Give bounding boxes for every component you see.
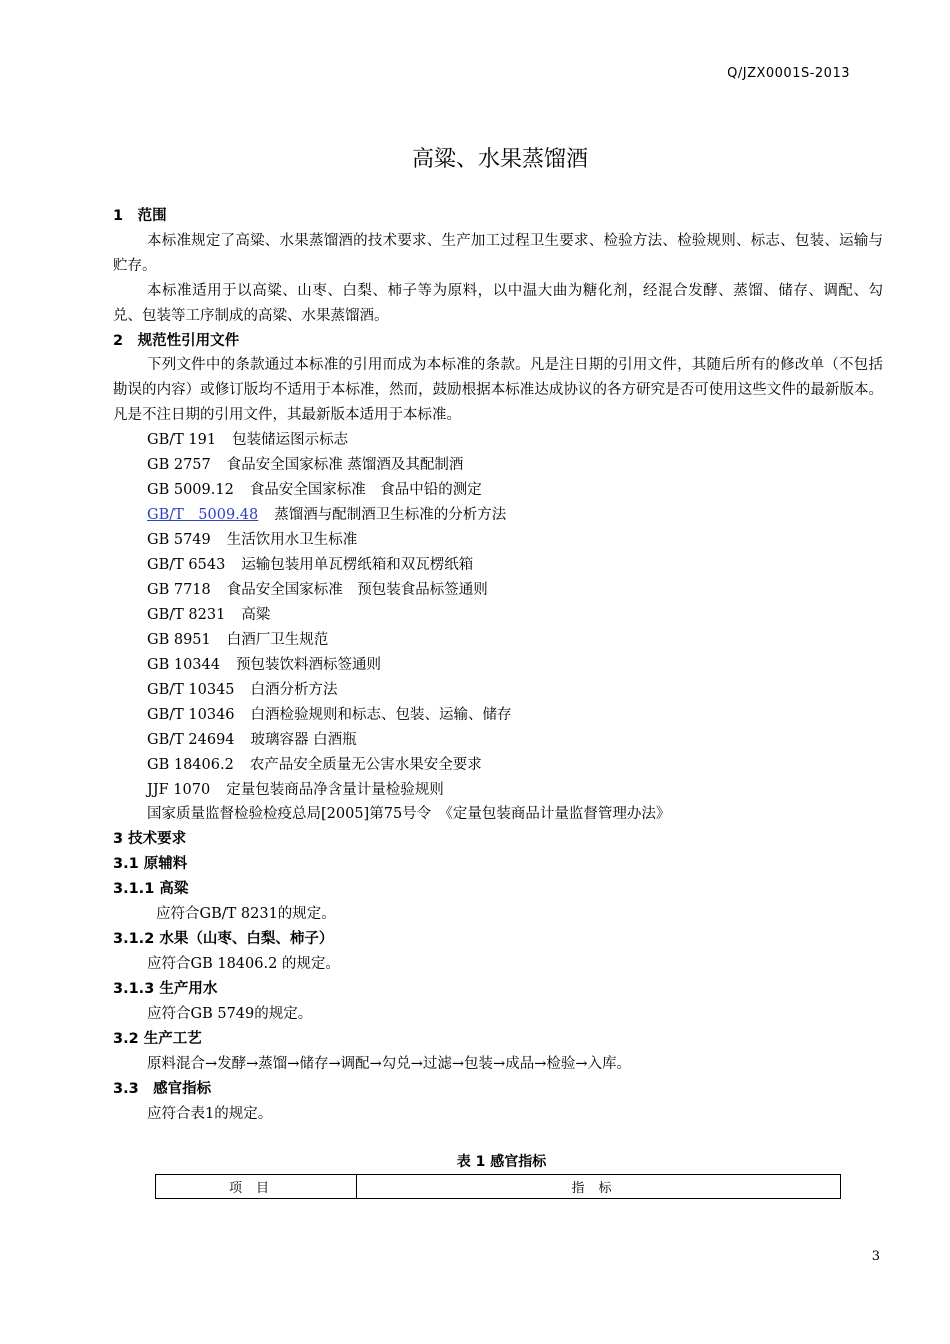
section-2-heading: 2 规范性引用文件 bbox=[113, 333, 240, 349]
reference-code: GB/T 8231 bbox=[147, 607, 226, 623]
page-number: 3 bbox=[871, 1249, 880, 1264]
section-3-1-1-text: 应符合GB/T 8231的规定。 bbox=[156, 906, 336, 922]
reference-title: 食品安全国家标准 预包装食品标签通则 bbox=[226, 582, 488, 598]
decree-reference: 国家质量监督检验检疫总局[2005]第75号令 《定量包装商品计量监督管理办法》 bbox=[147, 806, 671, 822]
reference-title: 蒸馏酒与配制酒卫生标准的分析方法 bbox=[274, 507, 507, 523]
reference-item bbox=[147, 478, 482, 499]
section-3-2-text: 原料混合→发酵→蒸馏→储存→调配→勾兑→过滤→包装→成品→检验→入库。 bbox=[147, 1056, 631, 1072]
section-1-heading: 1 范围 bbox=[113, 208, 167, 224]
reference-code: GB/T 10346 bbox=[147, 707, 235, 723]
reference-item bbox=[147, 653, 381, 674]
table-header-index: 指标 bbox=[357, 1175, 841, 1199]
section-3-3-text: 应符合表1的规定。 bbox=[147, 1106, 273, 1122]
reference-title: 包装储运图示标志 bbox=[232, 432, 349, 448]
reference-title: 玻璃容器 白酒瓶 bbox=[250, 732, 357, 748]
reference-title: 运输包装用单瓦楞纸箱和双瓦楞纸箱 bbox=[241, 557, 474, 573]
reference-item bbox=[147, 678, 338, 699]
reference-title: 白酒厂卫生规范 bbox=[226, 632, 329, 648]
reference-item[interactable] bbox=[147, 503, 506, 524]
reference-item bbox=[147, 728, 357, 749]
section-3-3-heading: 3.3 感官指标 bbox=[113, 1081, 212, 1097]
reference-title: 白酒检验规则和标志、包装、运输、储存 bbox=[250, 707, 512, 723]
section-3-2-heading: 3.2 生产工艺 bbox=[113, 1031, 202, 1047]
section-1-paragraph-2: 本标准适用于以高粱、山枣、白梨、柿子等为原料，以中温大曲为糖化剂，经混合发酵、蒸馏、储存、调配、勾兑、包装等工序制成的高粱、水果蒸馏酒。 bbox=[113, 283, 883, 324]
reference-item bbox=[147, 528, 357, 549]
reference-title: 食品安全国家标准 蒸馏酒及其配制酒 bbox=[226, 457, 464, 473]
section-3-1-2-text: 应符合GB 18406.2 的规定。 bbox=[147, 956, 340, 972]
reference-code: GB 8951 bbox=[147, 632, 211, 648]
section-3-1-2-heading: 3.1.2 水果（山枣、白梨、柿子） bbox=[113, 931, 334, 947]
reference-item bbox=[147, 703, 512, 724]
reference-item bbox=[147, 778, 444, 799]
section-3-1-3-heading: 3.1.3 生产用水 bbox=[113, 981, 218, 997]
section-3-1-3-text: 应符合GB 5749的规定。 bbox=[147, 1006, 313, 1022]
section-3-1-1-heading: 3.1.1 高粱 bbox=[113, 881, 189, 897]
reference-title: 高粱 bbox=[241, 607, 271, 623]
reference-code: GB 5009.12 bbox=[147, 482, 234, 498]
section-3-heading: 3 技术要求 bbox=[113, 831, 187, 847]
section-2-paragraph: 下列文件中的条款通过本标准的引用而成为本标准的条款。凡是注日期的引用文件，其随后所有的修改单（不包括勘误的内容）或修订版均不适用于本标准，然而，鼓励根据本标准达成协议的各方研究是否可使用这些文件的最新版本。凡是不注日期的引用文件，其最新版本适用于本标准。 bbox=[113, 357, 883, 423]
document-number: Q/JZX0001S-2013 bbox=[727, 66, 850, 81]
table-header-item: 项目 bbox=[156, 1175, 357, 1199]
reference-code: GB/T 24694 bbox=[147, 732, 235, 748]
section-3-1-heading: 3.1 原辅料 bbox=[113, 856, 188, 872]
reference-item bbox=[147, 553, 473, 574]
reference-code: GB 10344 bbox=[147, 657, 220, 673]
section-1-paragraph-1: 本标准规定了高粱、水果蒸馏酒的技术要求、生产加工过程卫生要求、检验方法、检验规则、标志、包装、运输与贮存。 bbox=[113, 233, 883, 274]
reference-title: 农产品安全质量无公害水果安全要求 bbox=[249, 757, 482, 773]
reference-code: GB 7718 bbox=[147, 582, 211, 598]
reference-code: GB/T 6543 bbox=[147, 557, 226, 573]
table-1-caption: 表 1 感官指标 bbox=[456, 1154, 547, 1170]
reference-title: 白酒分析方法 bbox=[250, 682, 338, 698]
reference-item bbox=[147, 603, 270, 624]
reference-code[interactable]: GB/T 5009.48 bbox=[147, 507, 259, 523]
reference-item bbox=[147, 753, 482, 774]
reference-code: GB 18406.2 bbox=[147, 757, 234, 773]
reference-code: GB/T 10345 bbox=[147, 682, 235, 698]
page-title: 高粱、水果蒸馏酒 bbox=[411, 147, 588, 172]
reference-code: GB 5749 bbox=[147, 532, 211, 548]
reference-item bbox=[147, 428, 348, 449]
reference-title: 预包装饮料酒标签通则 bbox=[235, 657, 381, 673]
reference-title: 生活饮用水卫生标准 bbox=[226, 532, 358, 548]
reference-code: GB/T 191 bbox=[147, 432, 217, 448]
reference-item bbox=[147, 453, 463, 474]
reference-title: 定量包装商品净含量计量检验规则 bbox=[226, 782, 444, 798]
reference-item bbox=[147, 578, 488, 599]
reference-code: GB 2757 bbox=[147, 457, 211, 473]
reference-item bbox=[147, 628, 328, 649]
reference-code: JJF 1070 bbox=[147, 782, 211, 798]
sensory-index-table bbox=[155, 1174, 841, 1199]
reference-title: 食品安全国家标准 食品中铅的测定 bbox=[249, 482, 482, 498]
